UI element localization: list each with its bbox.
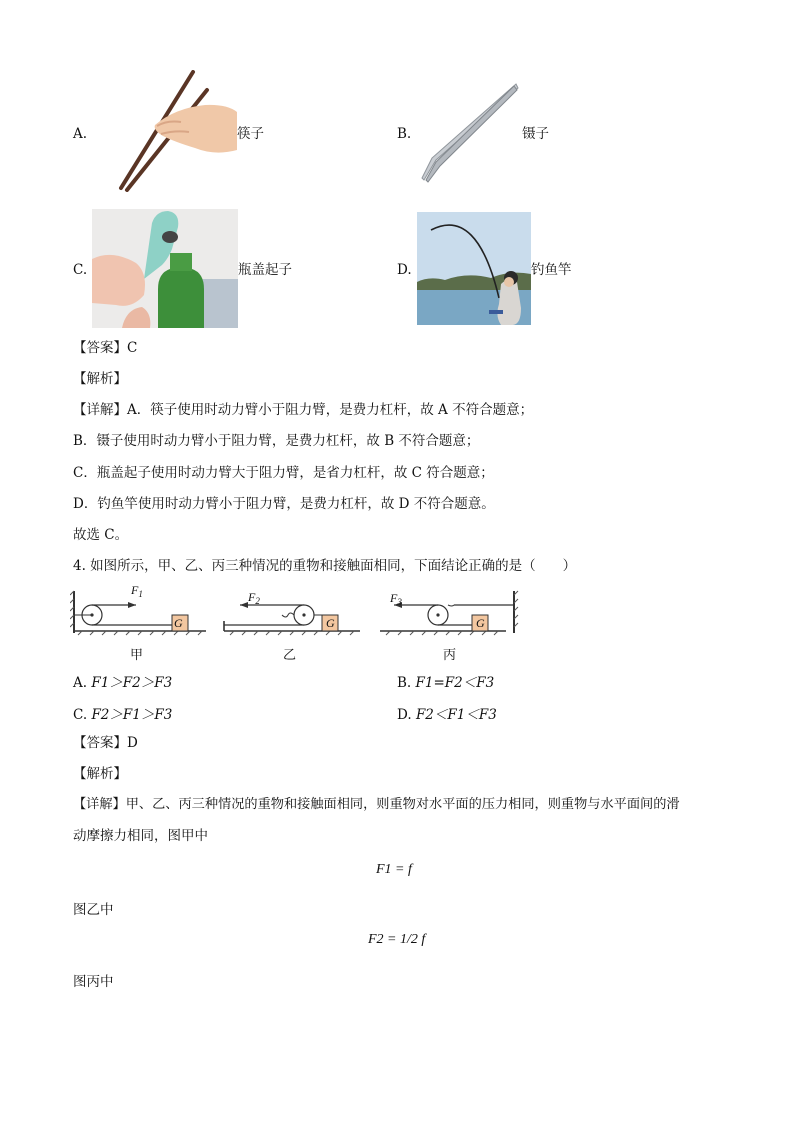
force-subscript: 3 [397, 597, 402, 607]
figure-caption: 甲 [130, 648, 144, 663]
option-name: 筷子 [237, 126, 264, 142]
force-subscript: 1 [138, 589, 143, 599]
analysis-label-q4: 【解析】 [73, 766, 127, 782]
weight-label: G [174, 616, 183, 630]
figure-yi [222, 585, 364, 647]
option-letter: C. [73, 707, 88, 723]
option-name: 钓鱼竿 [531, 262, 572, 278]
option-letter: D. [397, 262, 412, 278]
q4-option-d [397, 703, 497, 723]
bottle-opener-image [92, 209, 238, 328]
force-label [390, 591, 402, 607]
equation-2: F2 = 1/2 f [368, 932, 426, 947]
option-letter: D. [397, 707, 412, 723]
option-text: F1=F2＜F3 [415, 675, 495, 691]
option-text: F2＞F1＞F3 [91, 707, 173, 723]
force-label [131, 583, 143, 599]
analysis-line: 【详解】甲、乙、丙三种情况的重物和接触面相同，则重物对水平面的压力相同，则重物与水平面间的滑 [73, 797, 680, 812]
option-letter: A. [73, 675, 88, 691]
figure-2-label: 图乙中 [73, 902, 114, 918]
chopsticks-image [115, 70, 237, 192]
figure-caption: 乙 [283, 648, 297, 663]
option-text: F2＜F1＜F3 [415, 707, 497, 723]
option-text: F1＞F2＞F3 [91, 675, 173, 691]
analysis-line: 故选 C。 [73, 527, 129, 543]
analysis-label-q3: 【解析】 [73, 371, 127, 387]
q4-option-a [73, 671, 172, 691]
force-symbol: F [131, 583, 139, 597]
analysis-line: 【详解】A．筷子使用时动力臂小于阻力臂，是费力杠杆，故 A 不符合题意； [73, 402, 534, 418]
option-name: 瓶盖起子 [238, 262, 292, 278]
question-4-stem: 4. 如图所示，甲、乙、丙三种情况的重物和接触面相同，下面结论正确的是（ ） [73, 558, 577, 574]
q4-option-c [73, 703, 172, 723]
option-letter: B. [397, 675, 412, 691]
figure-caption: 丙 [443, 648, 457, 663]
weight-label: G [476, 616, 485, 630]
force-symbol: F [248, 590, 256, 604]
q4-option-b [397, 671, 494, 691]
option-letter: B. [397, 126, 412, 142]
analysis-line: C．瓶盖起子使用时动力臂大于阻力臂，是省力杠杆，故 C 符合题意； [73, 465, 494, 481]
equation-1: F1 = f [376, 862, 412, 877]
analysis-line: B．镊子使用时动力臂小于阻力臂，是费力杠杆，故 B 不符合题意； [73, 433, 480, 449]
force-label [248, 590, 260, 606]
analysis-line: D．钓鱼竿使用时动力臂小于阻力臂，是费力杠杆，故 D 不符合题意。 [73, 496, 495, 512]
option-letter: A. [73, 126, 88, 142]
option-letter: C. [73, 262, 88, 278]
answer-q4: 【答案】D [73, 735, 138, 751]
force-symbol: F [390, 591, 398, 605]
option-name: 镊子 [522, 126, 549, 142]
weight-label: G [326, 616, 335, 630]
tweezers-image [418, 80, 522, 184]
force-subscript: 2 [255, 596, 260, 606]
fishing-rod-image [417, 212, 531, 325]
answer-q3: 【答案】C [73, 340, 138, 356]
analysis-line: 动摩擦力相同，图甲中 [73, 828, 208, 844]
figure-3-label: 图丙中 [73, 974, 114, 990]
